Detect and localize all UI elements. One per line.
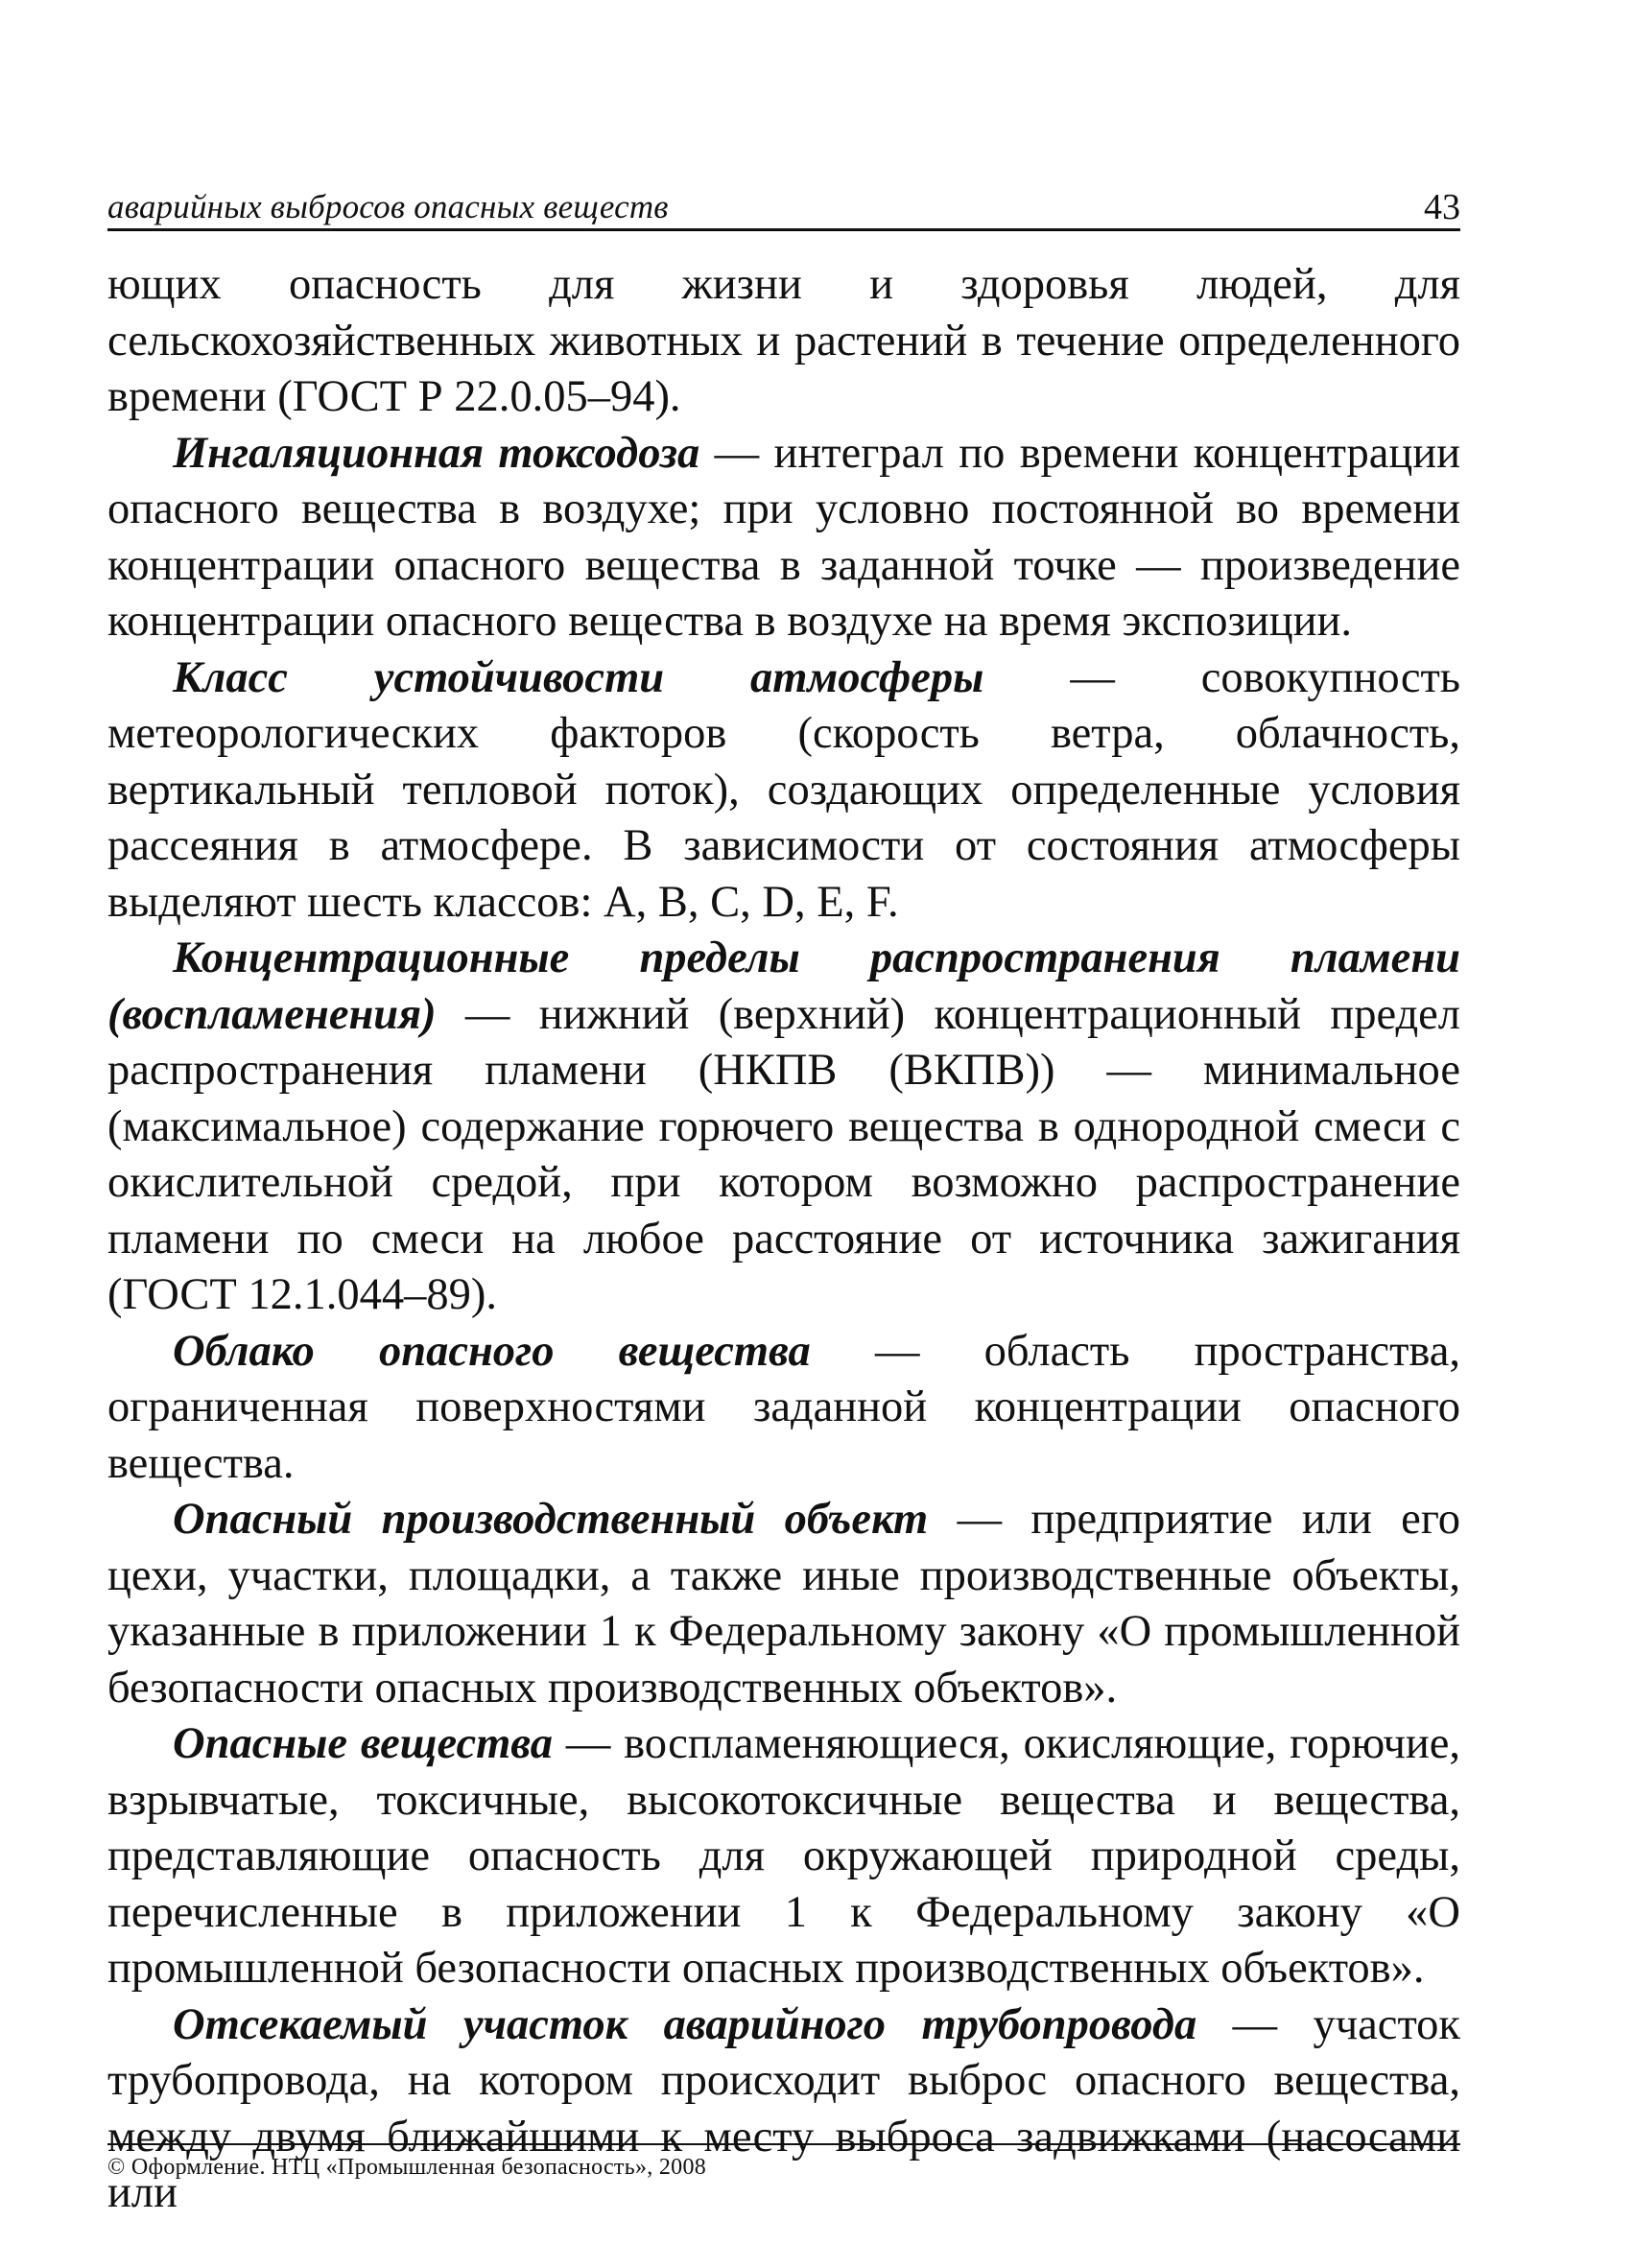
definition-paragraph [107,1324,1460,1493]
term: Опасный производственный объект [173,1495,929,1544]
term: Облако опасного вещества [173,1326,811,1376]
page-header [107,188,1460,231]
body-text [107,257,1460,2222]
definition-text: — предприятие или его цехи, участки, площадки, а также иные производственные объекты, указанные в приложении 1 к Федеральному закону «О промышленной безопасности опасных производственных объектов». [107,1495,1460,1713]
definition-text: — участок трубопровода, на котором происходит выброс опасного вещества, между двумя ближайшими к месту выброса задвижками (насосами или [107,1999,1460,2217]
term: Класс устойчивости атмосферы [173,652,984,702]
definition-text: — нижний (верхний) концентрационный предел распространения пламени (НКПВ (ВКПВ)) — минимальное (максимальное) содержание горючего вещества в однородной смеси с окислительной средой, при котором возможно распространение пламени по смеси на любое расстояние от источника зажигания (ГОСТ 12.1.044–89). [107,989,1460,1319]
copyright-notice: © Оформление. НТЦ «Промышленная безопасность», 2008 [107,2155,707,2180]
definition-text: — интеграл по времени концентрации опасного вещества в воздухе; при условно постоянной во времени концентрации опасного вещества в заданной точке — произведение концентрации опасного вещества в воздухе на время экспозиции. [107,428,1460,646]
term: Концентрационные пределы распространения пламени (воспламенения) [107,933,1460,1039]
definition-text: — воспламеняющиеся, окисляющие, горючие, взрывчатые, токсичные, высокотоксичные вещества и вещества, представляющие опасность для окружающей природной среды, перечисленные в приложении 1 к Федеральному закону «О промышленной безопасности опасных производственных объектов». [107,1719,1460,1993]
definition-paragraph [107,1997,1460,2222]
definition-paragraph [107,1716,1460,1997]
paragraph-continuation [107,257,1460,426]
definition-paragraph [107,931,1460,1324]
definition-paragraph [107,426,1460,650]
term: Опасные вещества [173,1719,553,1768]
term: Отсекаемый участок аварийного трубопровода [173,1999,1197,2049]
term: Ингаляционная токсодоза [173,428,700,478]
page-footer [107,2143,1460,2181]
running-title: аварийных выбросов опасных веществ [107,188,669,225]
definition-paragraph [107,650,1460,932]
page-number: 43 [1424,187,1460,227]
definition-text: — совокупность метеорологических факторов (скорость ветра, облачность, вертикальный тепловой поток), создающих определенные условия рассеяния в атмосфере. В зависимости от состояния атмосферы выделяют шесть классов: А, В, С, D, Е, F. [107,652,1460,927]
definition-text: — область пространства, ограниченная поверхностями заданной концентрации опасного вещества. [107,1326,1460,1488]
paragraph-text: ющих опасность для жизни и здоровья людей, для сельскохозяйственных животных и растений в течение определенного времени (ГОСТ Р 22.0.05–94). [107,260,1460,421]
definition-paragraph [107,1492,1460,1716]
